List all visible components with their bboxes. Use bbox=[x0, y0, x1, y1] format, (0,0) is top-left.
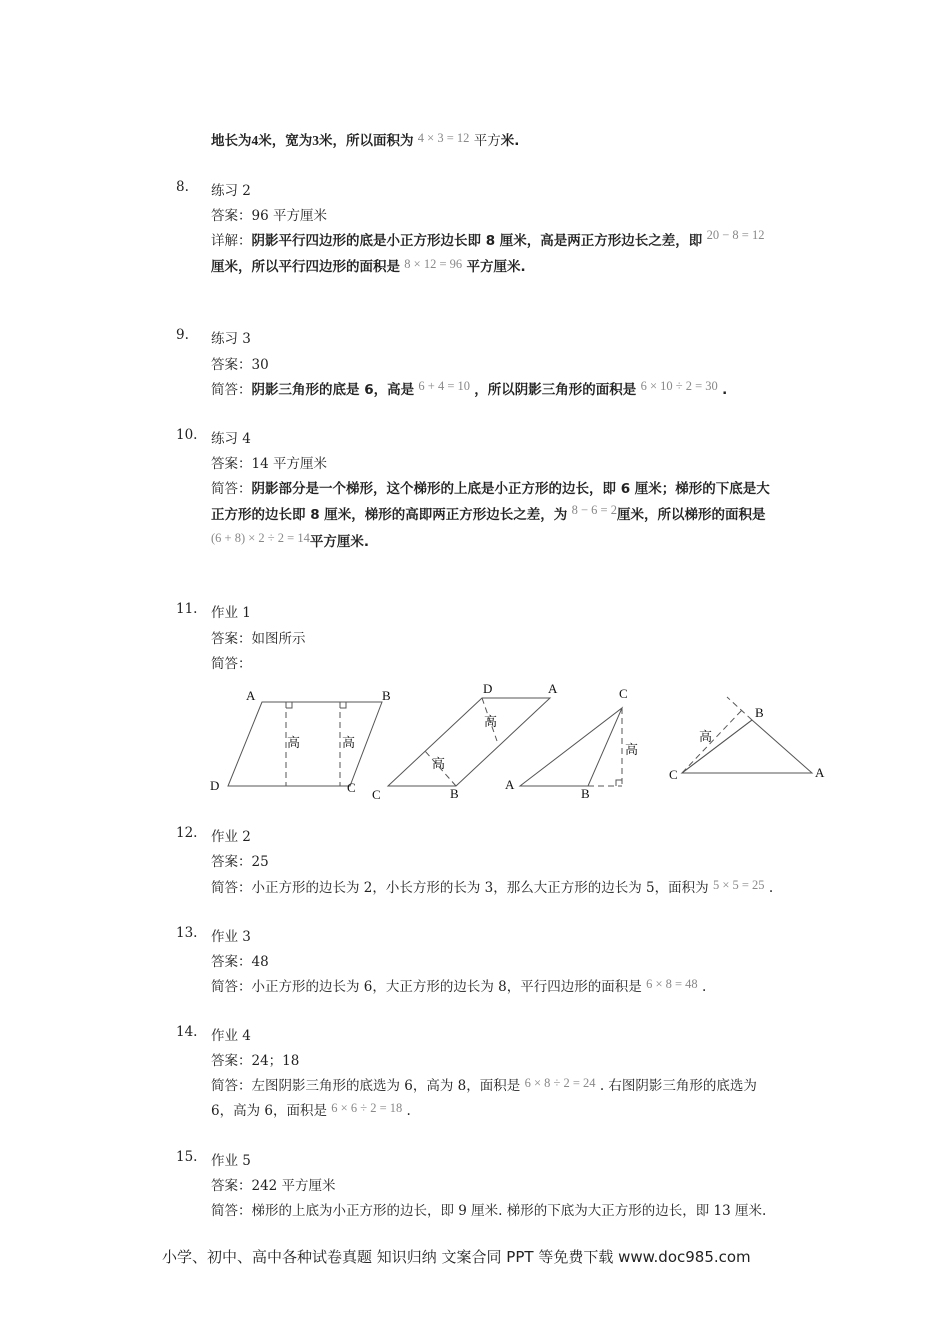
detail-line: 简答：左图阴影三角形的底选为 6，高为 8，面积是 6 × 8 ÷ 2 = 24 . 右图阴影三角形的底选为 bbox=[211, 1076, 757, 1094]
side-cb bbox=[682, 720, 752, 773]
item-title: 练习 3 bbox=[211, 331, 251, 347]
answer-text: 答案：96 平方厘米 bbox=[211, 208, 327, 224]
formula: 8 × 12 = 96 bbox=[404, 257, 463, 271]
detail-line: (6 + 8) × 2 ÷ 2 = 14平方厘米. bbox=[211, 531, 369, 550]
height-label: 高 bbox=[342, 736, 356, 751]
label-A: A bbox=[505, 777, 515, 792]
formula: (6 + 8) × 2 ÷ 2 = 14 bbox=[211, 531, 310, 545]
parallelogram-2 bbox=[388, 698, 550, 786]
answer-text: 答案：48 bbox=[211, 954, 269, 970]
item-title: 作业 2 bbox=[211, 829, 251, 845]
label-C: C bbox=[669, 767, 678, 782]
label-A: A bbox=[246, 688, 256, 703]
label-B: B bbox=[581, 786, 590, 801]
triangle-1 bbox=[520, 708, 622, 786]
item-number: 13. bbox=[176, 925, 198, 941]
answer-text: 答案：24；18 bbox=[211, 1053, 300, 1069]
item-number: 10. bbox=[176, 427, 198, 443]
label-C: C bbox=[619, 686, 628, 701]
item-number: 11. bbox=[176, 601, 198, 617]
formula: 6 + 4 = 10 bbox=[418, 379, 470, 393]
footer-text: 小学、初中、高中各种试卷真题 知识归纳 文案合同 PPT 等免费下载 www.doc985.com bbox=[162, 1248, 751, 1266]
top-line: 地长为4米，宽为3米，所以面积为 4 × 3 = 12 平方米. bbox=[211, 131, 520, 149]
height-label: 高 bbox=[432, 757, 446, 772]
height-label: 高 bbox=[287, 736, 301, 751]
detail-line: 厘米，所以平行四边形的面积是 8 × 12 = 96 平方厘米. bbox=[211, 257, 526, 275]
item-number: 9. bbox=[176, 327, 189, 343]
formula: 6 × 6 ÷ 2 = 18 bbox=[331, 1101, 403, 1115]
item-title: 作业 4 bbox=[211, 1028, 251, 1044]
label-A: A bbox=[548, 681, 558, 696]
answer-text: 答案：14 平方厘米 bbox=[211, 456, 327, 472]
formula: 5 × 5 = 25 bbox=[712, 878, 765, 892]
item-title: 练习 2 bbox=[211, 183, 251, 199]
label-D: D bbox=[210, 778, 220, 793]
extension-line bbox=[727, 697, 752, 720]
item-title: 作业 3 bbox=[211, 929, 251, 945]
answer-text: 答案：242 平方厘米 bbox=[211, 1178, 336, 1194]
answer-text: 答案：30 bbox=[211, 357, 269, 373]
label-C: C bbox=[347, 780, 356, 795]
formula: 4 × 3 = 12 bbox=[417, 131, 470, 145]
label-B: B bbox=[755, 705, 764, 720]
label-B: B bbox=[382, 688, 391, 703]
detail-line: 详解：阴影平行四边形的底是小正方形边长即 8 厘米，高是两正方形边长之差，即 20 − 8 = 12 bbox=[211, 228, 765, 249]
detail-line: 简答：梯形的上底为小正方形的边长，即 9 厘米. 梯形的下底为大正方形的边长，即 13 厘米. bbox=[211, 1203, 767, 1219]
answer-text: 答案：25 bbox=[211, 854, 269, 870]
item-title: 练习 4 bbox=[211, 431, 251, 447]
height-label: 高 bbox=[625, 743, 639, 758]
triangle-2 bbox=[682, 720, 812, 773]
label-C: C bbox=[372, 787, 381, 802]
label-B: B bbox=[450, 786, 459, 801]
item-number: 8. bbox=[176, 179, 189, 195]
detail-line: 正方形的边长即 8 厘米，梯形的高即两正方形边长之差，为 8 − 6 = 2厘米，所以梯形的面积是 bbox=[211, 503, 766, 523]
formula: 8 − 6 = 2 bbox=[571, 503, 617, 517]
detail-line: 简答：阴影部分是一个梯形，这个梯形的上底是小正方形的边长，即 6 厘米；梯形的下底是大 bbox=[211, 481, 770, 497]
height-label: 高 bbox=[699, 730, 713, 745]
detail-line: 6，高为 6，面积是 6 × 6 ÷ 2 = 18 . bbox=[211, 1101, 411, 1119]
formula: 20 − 8 = 12 bbox=[706, 228, 765, 242]
formula: 6 × 8 = 48 bbox=[646, 977, 698, 991]
item-number: 15. bbox=[176, 1149, 198, 1165]
brief-label: 简答： bbox=[211, 656, 252, 672]
label-D: D bbox=[483, 681, 493, 696]
item-number: 14. bbox=[176, 1024, 198, 1040]
label-A: A bbox=[815, 765, 825, 780]
detail-line: 简答：小正方形的边长为 2，小长方形的长为 3，那么大正方形的边长为 5，面积为 5 × 5 = 25 . bbox=[211, 878, 774, 896]
item-number: 12. bbox=[176, 825, 198, 841]
formula: 6 × 8 ÷ 2 = 24 bbox=[524, 1076, 596, 1090]
formula: 6 × 10 ÷ 2 = 30 bbox=[640, 379, 718, 393]
height-label: 高 bbox=[484, 715, 498, 730]
answer-text: 答案：如图所示 bbox=[211, 631, 306, 647]
detail-line: 简答：小正方形的边长为 6，大正方形的边长为 8，平行四边形的面积是 6 × 8 = 48 . bbox=[211, 977, 707, 995]
item-title: 作业 1 bbox=[211, 605, 251, 621]
item-title: 作业 5 bbox=[211, 1153, 251, 1169]
detail-line: 简答：阴影三角形的底是 6，高是 6 + 4 = 10 ，所以阴影三角形的面积是 6 × 10 ÷ 2 = 30 . bbox=[211, 379, 728, 398]
parallelogram-1 bbox=[228, 702, 382, 786]
